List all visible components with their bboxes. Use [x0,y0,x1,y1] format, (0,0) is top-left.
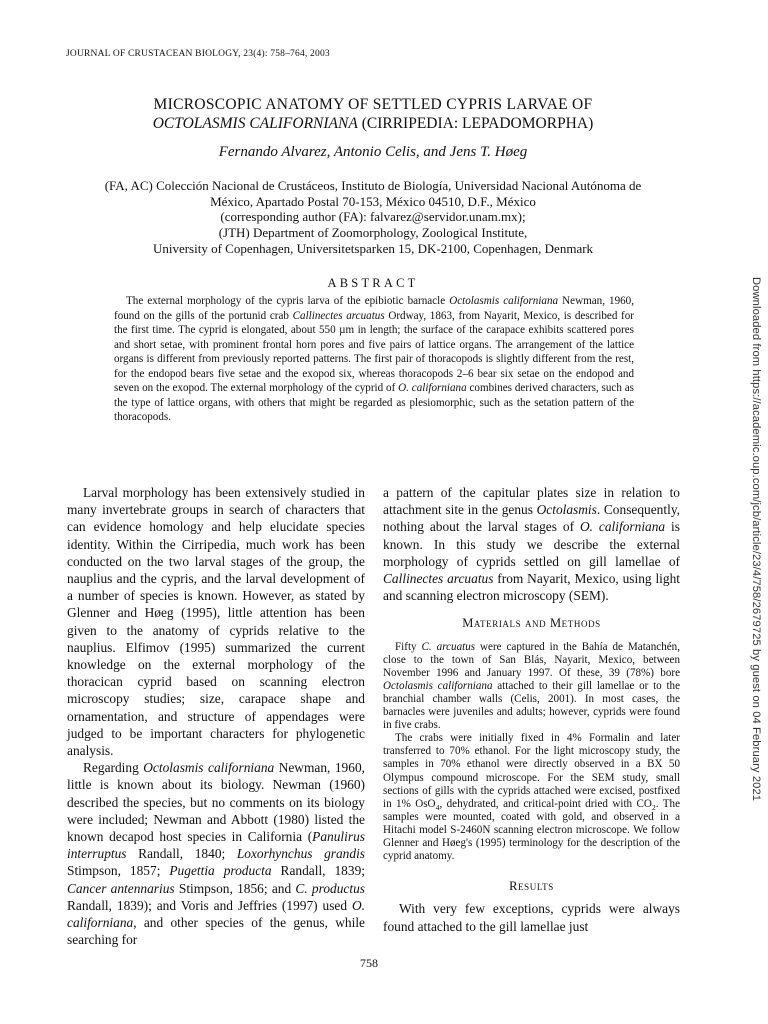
genus: Octolasmis [536,502,597,518]
text: . The samples were mounted, coated with gold, and observed in a Hitachi model S-2460N scanning electron microscope. We follow Glenner and Høeg's (1995) terminology for the description of the cyprid anatomy. [383,797,681,863]
text: attached to their gill lamellae or to the branchial chamber walls (Celis, 2001). In most cases, the barnacles were juveniles and adults; however, cyprids were found in five crabs. [383,679,680,732]
page-number: 758 [360,956,378,970]
affiliation-line: México, Apartado Postal 70-153, México 04510, D.F., México [210,193,536,209]
abstract-species: Callinectes arcuatus [292,309,385,322]
species: Octolasmis californiana [143,760,275,776]
species: Callinectes arcuatus [383,571,494,587]
text: Randall, 1840; [126,846,237,862]
subscript: 2 [651,802,656,812]
text: Stimpson, 1856; and [174,880,296,896]
species: C. productus [295,880,365,896]
text: Randall, 1839; [271,863,365,879]
running-head: JOURNAL OF CRUSTACEAN BIOLOGY, 23(4): 758–764, 2003 [66,49,330,59]
methods-paragraph-1 [383,641,680,733]
title-species: OCTOLASMIS CALIFORNIANA [152,115,358,132]
abstract-species: O. californiana [398,382,467,394]
species: Pugettia producta [169,863,272,879]
abstract-text: Newman, 1960, found on the gills of the portunid crab [114,295,634,322]
abstract-text: The external morphology of the cypris larva of the epibiotic barnacle [126,295,450,307]
affiliation-line: University of Copenhagen, Universitetsparken 15, DK-2100, Copenhagen, Denmark [152,240,594,256]
title-line-2 [60,114,686,133]
methods-heading: Materials and Methods [462,616,601,631]
text: from Nayarit, Mexico, using light and scanning electron microscopy (SEM). [383,571,680,604]
methods-paragraph-2 [383,732,680,863]
article-title [60,95,686,133]
species: C. arcuatus [421,640,476,653]
species: Panulirus interruptus [67,829,365,862]
text: The crabs were initially fixed in 4% Formalin and later transferred to 70% ethanol. For the light microscopy study, the samples in 70% ethanol were directly observed in a BX 50 Olympus compound microscope. For the SEM study, small sections of gills with the cyprids attached were excised, postfixed in 1% OsO [383,732,680,810]
species: O. californiana [579,519,666,535]
download-watermark: Downloaded from https://academic.oup.com/jcb/article/23/4/758/2679725 by guest on 04 February 2021 [750,277,762,802]
text: Regarding [83,760,144,776]
text: were captured in the Bahía de Matanchén, close to the town of San Blás, Nayarit, Mexico, between November 1996 and January 1997. Of these, 39 (78%) bore [383,640,680,679]
authors: Fernando Alvarez, Antonio Celis, and Jens T. Høeg [218,144,528,160]
abstract-heading: ABSTRACT [327,276,419,290]
text: , and other species of the genus, while searching for [67,915,365,948]
title-taxon: (CIRRIPEDIA: LEPADOMORPHA) [357,115,594,132]
abstract-species: Octolasmis californiana [449,295,559,307]
left-column [67,484,365,948]
affiliation-line: (JTH) Department of Zoomorphology, Zoological Institute, [218,225,528,241]
species: Cancer antennarius [67,880,175,896]
affiliation-email: (corresponding author (FA): falvarez@servidor.unam.mx); [220,209,526,225]
species: O. californiana [67,897,365,931]
species: Loxorhynchus grandis [236,846,365,862]
subscript: 4 [435,802,440,812]
intro-paragraph-2 [67,759,365,948]
species: Octolasmis californiana [383,679,493,692]
affiliation-line: (FA, AC) Colección Nacional de Crustáceos, Instituto de Biología, Universidad Nacional Autónoma de [104,178,642,193]
text: . Consequently, nothing about the larval stages of [383,502,680,535]
results-heading: Results [509,879,554,894]
intro-paragraph-1: Larval morphology has been extensively studied in many invertebrate groups in search of characters that can evidence homology and help elucidate species identity. Within the Cirripedia, much work has been conducted on the two larval stages of the group, the nauplius and the cypris, and the larval development of a number of species is known. However, as stated by Glenner and Høeg (1995), little attention has been given to the anatomy of cyprids relative to the nauplius. Elfimov (1995) summarized the current knowledge on the external morphology of the thoracican cyprid based on scanning electron microscopy studies; size, carapace shape and ornamentation, and structure of appendages were judged to be important characters for phylogenetic analysis. [67,485,365,759]
methods-body [383,641,680,864]
text: a pattern of the capitular plates size in relation to attachment site in the genus [383,485,680,518]
abstract-body [114,294,634,425]
intro-paragraph-3 [383,484,680,604]
text: Randall, 1839); and Voris and Jeffries (1997) used [67,897,352,913]
results-paragraph-1: With very few exceptions, cyprids were always found attached to the gill lamellae just [383,901,680,934]
text: Fifty [395,640,422,653]
right-column [383,484,680,935]
abstract-text: combines derived characters, such as the type of lattice organs, with others that might be regarded as plesiomorphic, such as the setation pattern of the thoracopods. [114,382,634,423]
text: Stimpson, 1857; [67,863,170,879]
abstract-text: Ordway, 1863, from Nayarit, Mexico, is described for the first time. The cyprid is elongated, about 550 µm in length; the surface of the carapace exhibits scattered pores and short setae, with prominent frontal horn pores and five pairs of lattice organs. The arrangement of the lattice organs is different from previously reported patterns. The first pair of thoracopods is slightly different from the rest, for the endopod bears five setae and the exopod six, whereas thoracopods 2–6 bear six setae on the endopod and seven on the exopod. The external morphology of the cyprid of [114,309,634,394]
affiliations [60,178,686,257]
title-line-1: MICROSCOPIC ANATOMY OF SETTLED CYPRIS LARVAE OF [153,96,593,113]
text: Newman, 1960, little is known about its biology. Newman (1960) described the species, but no comments on its biology were included; Newman and Abbott (1980) listed the known decapod host species in California ( [67,760,365,845]
text: is known. In this study we describe the external morphology of cyprids settled on gill lamellae of [383,519,680,569]
text: , dehydrated, and critical-point dried with CO [439,797,652,810]
